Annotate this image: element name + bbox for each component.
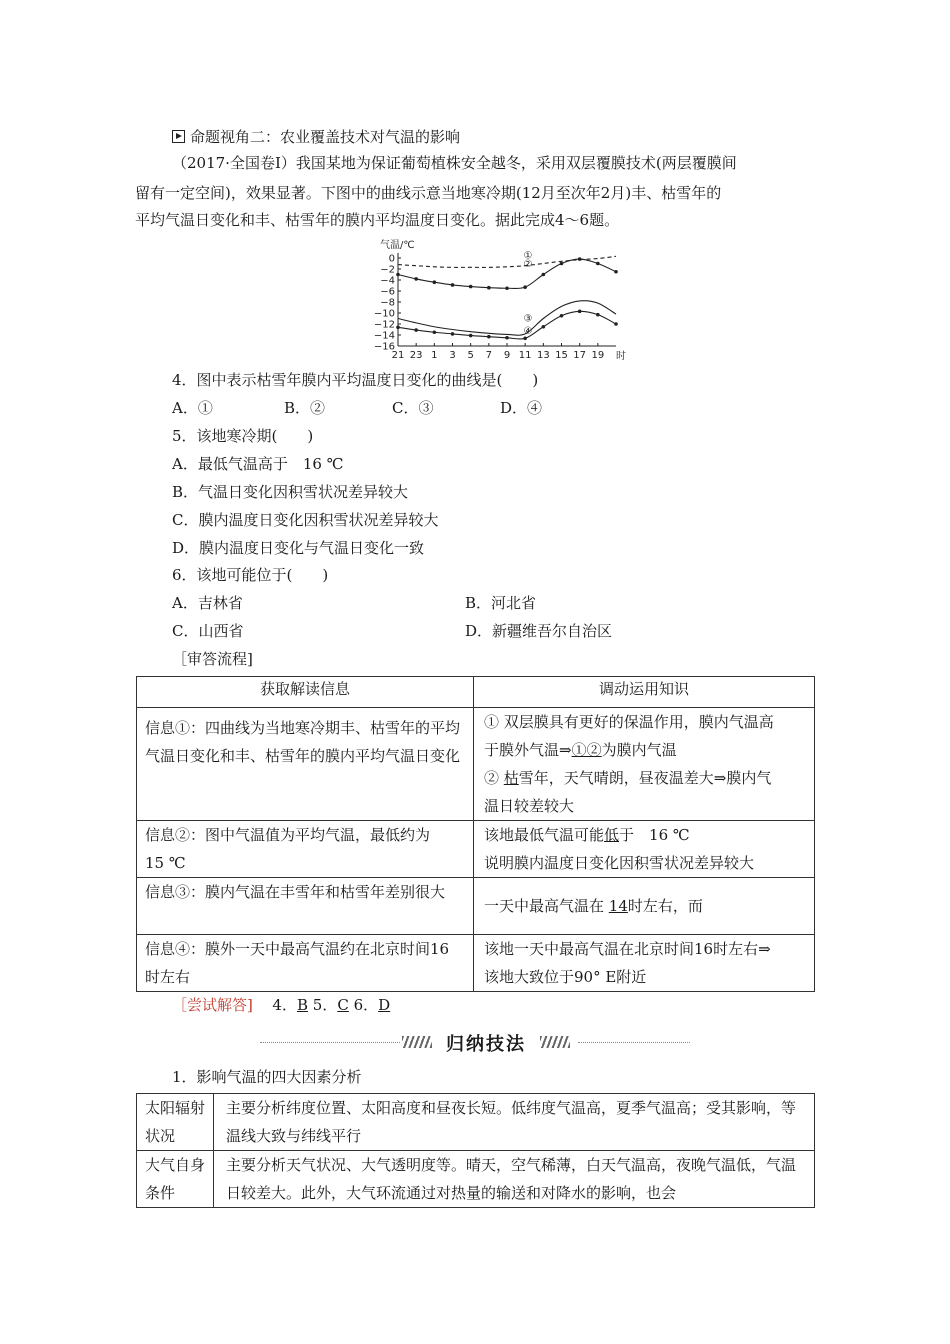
process-header-row: [137, 677, 815, 708]
answers-line: ［尝试解答] 4．B 5．C 6．D: [172, 996, 391, 1014]
chart-series-line: [398, 256, 616, 267]
process-row-1: [137, 708, 815, 821]
chart-data-point: [560, 314, 564, 318]
process-info-3: 信息③：膜内气温在丰雪年和枯雪年差别很大: [137, 878, 474, 935]
process-col1-header: 获取解读信息: [137, 677, 474, 708]
chart-xlabel: 时: [616, 351, 626, 362]
chart-y-tick-label: −14: [373, 330, 395, 342]
chart-x-tick-label: 17: [573, 350, 587, 361]
factor-table: [136, 1093, 815, 1208]
q6-option-c[interactable]: C．山西省: [172, 622, 244, 640]
banner-line-left: [260, 1042, 400, 1043]
chart-y-tick-label: −12: [373, 319, 395, 331]
factor-name-1: 太阳辐射状况: [137, 1094, 214, 1151]
intro-line-1: （2017·全国卷Ⅰ）我国某地为保证葡萄植株安全越冬，采用双层覆膜技术(两层覆膜间: [172, 154, 737, 172]
q5-option-d[interactable]: D．膜内温度日变化与气温日变化一致: [172, 539, 425, 557]
chart-data-point: [433, 330, 437, 334]
process-knowledge-3: 一天中最高气温在 14时左右，而: [474, 878, 815, 935]
chart-y-tick-label: −8: [380, 297, 395, 309]
q4-option-d[interactable]: D．④: [500, 399, 543, 417]
process-label: ［审答流程]: [172, 650, 253, 668]
factor-row-2: [137, 1151, 815, 1208]
chart-data-point: [560, 262, 564, 266]
chart-x-tick-label: 23: [409, 350, 423, 361]
process-info-4: 信息④：膜外一天中最高气温约在北京时间16时左右: [137, 935, 474, 992]
factor-desc-1: 主要分析纬度位置、太阳高度和昼夜长短。低纬度气温高，夏季气温高；受其影响，等温线大致与纬线平行: [214, 1094, 815, 1151]
answer-5: C: [337, 996, 349, 1014]
technique-item-1: 1．影响气温的四大因素分析: [172, 1068, 362, 1086]
chart-data-point: [578, 310, 582, 314]
chart-data-point: [451, 283, 455, 287]
chart-series-label: ③: [523, 313, 533, 325]
chart-series-line: [398, 301, 616, 336]
process-row-4: [137, 935, 815, 992]
factor-desc-2: 主要分析天气状况、大气透明度等。晴天，空气稀薄，白天气温高，夜晚气温低，气温日较差大。此外，大气环流通过对热量的输送和对降水的影响，也会: [214, 1151, 815, 1208]
q5-option-c[interactable]: C．膜内温度日变化因积雪状况差异较大: [172, 511, 439, 529]
chart-data-point: [596, 313, 600, 317]
chart-x-tick-label: 15: [555, 350, 568, 361]
chart-y-tick-label: −4: [380, 275, 395, 287]
q4-option-a[interactable]: A．①: [172, 399, 213, 417]
chart-x-tick-label: 11: [518, 350, 532, 361]
chart-x-tick-label: 13: [536, 350, 550, 361]
chart-data-point: [451, 332, 455, 336]
process-row-2: [137, 821, 815, 878]
chart-data-point: [614, 322, 618, 326]
chart-x-tick-label: 19: [591, 350, 605, 361]
section-heading: 命题视角二：农业覆盖技术对气温的影响: [172, 127, 460, 147]
chart-data-point: [542, 273, 546, 277]
chart-data-point: [596, 262, 600, 266]
process-table: [136, 676, 815, 992]
chart-series-label: ①: [523, 250, 533, 262]
chart-x-tick-label: 7: [485, 350, 493, 361]
chart-data-point: [469, 334, 473, 338]
technique-banner: [260, 1030, 690, 1056]
process-info-1: 信息①：四曲线为当地寒冷期丰、枯雪年的平均气温日变化和丰、枯雪年的膜内平均气温日变化: [137, 708, 474, 821]
chart-data-point: [505, 286, 509, 290]
chart-x-tick-label: 5: [467, 350, 474, 361]
chart-data-point: [487, 335, 491, 339]
intro-line-2: 留有一定空间)，效果显著。下图中的曲线示意当地寒冷期(12月至次年2月)丰、枯雪年的: [135, 184, 722, 202]
process-info-2: 信息②：图中气温值为平均气温，最低约为 15 ℃: [137, 821, 474, 878]
q6-option-d[interactable]: D．新疆维吾尔自治区: [465, 622, 613, 640]
banner-line-right: [578, 1042, 690, 1043]
q4-option-c[interactable]: C．③: [392, 399, 434, 417]
chart-y-tick-label: 0: [388, 253, 395, 265]
process-knowledge-2: 该地最低气温可能低于 16 ℃ 说明膜内温度日变化因积雪状况差异较大: [474, 821, 815, 878]
q6-option-a[interactable]: A．吉林省: [172, 594, 243, 612]
answer-4: B: [296, 996, 308, 1014]
answers-label: ［尝试解答]: [172, 996, 253, 1014]
q5-option-a[interactable]: A．最低气温高于 16 ℃: [172, 455, 344, 473]
chart-x-tick-label: 1: [431, 350, 438, 361]
q4-stem: 4．图中表示枯雪年膜内平均温度日变化的曲线是( ): [172, 371, 539, 389]
chart-data-point: [505, 336, 509, 340]
factor-row-1: [137, 1094, 815, 1151]
chart-series-line: [398, 259, 616, 288]
process-knowledge-4: 该地一天中最高气温在北京时间16时左右⇒ 该地大致位于90° E附近: [474, 935, 815, 992]
banner-stripes-left: [402, 1036, 432, 1048]
chart-data-point: [578, 257, 582, 261]
process-col2-header: 调动运用知识: [474, 677, 815, 708]
chart-y-tick-label: −2: [380, 264, 395, 276]
q6-stem: 6．该地可能位于( ): [172, 566, 329, 584]
chart-data-point: [396, 273, 400, 277]
chart-y-tick-label: −6: [380, 286, 395, 298]
chart-data-point: [414, 328, 418, 332]
chart-x-tick-label: 9: [503, 350, 511, 361]
chart-data-point: [523, 285, 527, 289]
intro-line-3: 平均气温日变化和丰、枯雪年的膜内平均温度日变化。据此完成4～6题。: [135, 211, 620, 229]
banner-stripes-right: [540, 1036, 570, 1048]
q6-option-b[interactable]: B．河北省: [465, 594, 537, 612]
process-knowledge-1: ① 双层膜具有更好的保温作用，膜内气温高 于膜外气温⇒①②为膜内气温 ② 枯雪年，天气晴朗，昼夜温差大⇒膜内气 温日较差较大: [474, 708, 815, 821]
temperature-chart: [370, 237, 630, 365]
chart-y-tick-label: −10: [373, 308, 395, 320]
chart-ylabel: 气温/℃: [380, 240, 415, 251]
chart-data-point: [396, 326, 400, 330]
chart-data-point: [614, 270, 618, 274]
process-row-3: [137, 878, 815, 935]
factor-name-2: 大气自身条件: [137, 1151, 214, 1208]
play-icon: [172, 130, 185, 143]
banner-title: 归纳技法: [446, 1034, 526, 1055]
q5-stem: 5．该地寒冷期( ): [172, 427, 314, 445]
chart-x-tick-label: 3: [449, 350, 456, 361]
chart-series-label: ④: [523, 326, 533, 338]
q4-option-b[interactable]: B．②: [284, 399, 326, 417]
chart-data-point: [542, 325, 546, 329]
chart-data-point: [487, 286, 491, 290]
chart-data-point: [433, 280, 437, 284]
chart-x-tick-label: 21: [391, 350, 405, 361]
chart-y-tick-label: −16: [373, 341, 395, 353]
chart-series-label: ②: [523, 258, 533, 270]
q5-option-b[interactable]: B．气温日变化因积雪状况差异较大: [172, 483, 409, 501]
chart-data-point: [469, 285, 473, 289]
chart-data-point: [414, 277, 418, 281]
answer-6: D: [378, 996, 391, 1014]
